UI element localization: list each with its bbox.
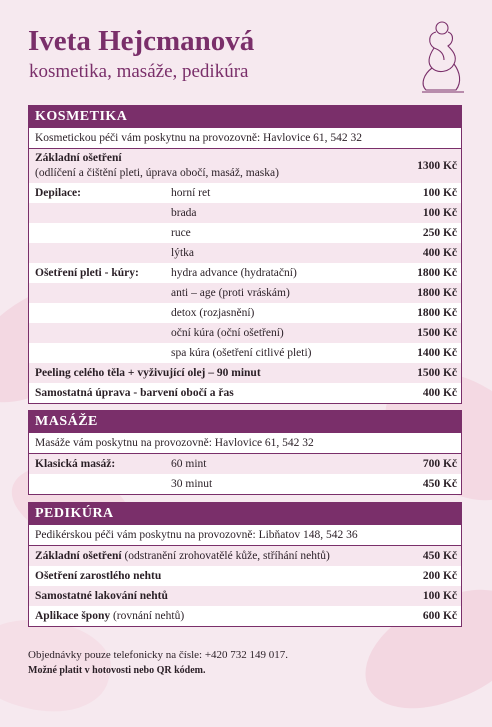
- service-row: [29, 566, 461, 586]
- service-name: brada: [171, 207, 197, 219]
- service-price: 450 Kč: [422, 478, 457, 490]
- service-row: [29, 323, 461, 343]
- service-row: [29, 243, 461, 263]
- kosmetika-section: [28, 105, 462, 404]
- service-name: Samostatná úprava - barvení obočí a řas: [35, 387, 234, 399]
- payment-note: Možné platit v hotovosti nebo QR kódem.: [28, 665, 206, 676]
- service-price: 700 Kč: [422, 458, 457, 470]
- group-label: Klasická masáž:: [35, 458, 116, 470]
- service-price: 600 Kč: [422, 610, 457, 622]
- service-row: [29, 149, 461, 183]
- service-price: 100 Kč: [422, 187, 457, 199]
- service-name: detox (rozjasnění): [171, 307, 255, 319]
- service-price: 200 Kč: [422, 570, 457, 582]
- service-price: 450 Kč: [422, 550, 457, 562]
- section-heading: PEDIKÚRA: [29, 503, 461, 525]
- service-name: Peeling celého těla + vyživující olej – 90 minut: [35, 367, 261, 379]
- group-label: Ošetření pleti - kúry:: [35, 267, 139, 279]
- service-detail: (odstranění zrohovatělé kůže, stříhání nehtů): [121, 550, 330, 562]
- page-header: [28, 24, 254, 84]
- service-name: Základní ošetření: [35, 550, 122, 562]
- service-name: 30 minut: [171, 478, 213, 490]
- section-heading: MASÁŽE: [29, 411, 461, 433]
- section-intro: Masáže vám poskytnu na provozovně: Havlovice 61, 542 32: [29, 433, 461, 454]
- service-row: [29, 474, 461, 494]
- service-name: Ošetření zarostlého nehtu: [35, 570, 162, 582]
- service-name: oční kúra (oční ošetření): [171, 327, 284, 339]
- service-name: horní ret: [171, 187, 211, 199]
- service-name: Základní ošetření: [35, 152, 122, 164]
- contact-note: Objednávky pouze telefonicky na čísle: +420 732 149 017.: [28, 649, 289, 661]
- service-price: 100 Kč: [422, 207, 457, 219]
- service-row: [29, 343, 461, 363]
- woman-silhouette-logo-icon: [414, 14, 470, 96]
- service-detail: (odlíčení a čištění pleti, úprava obočí, masáž, maska): [35, 167, 279, 179]
- service-row: [29, 223, 461, 243]
- service-name: hydra advance (hydratační): [171, 267, 297, 279]
- section-intro: Pedikérskou péči vám poskytnu na provozovně: Libňatov 148, 542 36: [29, 525, 461, 546]
- service-row: [29, 183, 461, 203]
- pedikura-section: [28, 502, 462, 627]
- service-price: 1800 Kč: [417, 307, 457, 319]
- service-row: [29, 363, 461, 383]
- service-price: 250 Kč: [422, 227, 457, 239]
- service-row: [29, 383, 461, 403]
- service-row: [29, 203, 461, 223]
- service-price: 1800 Kč: [417, 287, 457, 299]
- service-row: [29, 283, 461, 303]
- page-subtitle: kosmetika, masáže, pedikúra: [29, 61, 249, 82]
- section-heading: KOSMETIKA: [29, 106, 461, 128]
- service-name: Aplikace špony: [35, 610, 111, 622]
- service-name: spa kúra (ošetření citlivé pleti): [171, 347, 312, 359]
- service-price: 1400 Kč: [417, 347, 457, 359]
- group-label: Depilace:: [35, 187, 81, 199]
- service-price: 1300 Kč: [417, 160, 457, 172]
- page-title: Iveta Hejcmanová: [28, 25, 255, 57]
- service-row: [29, 606, 461, 626]
- service-row: [29, 546, 461, 566]
- page-footer: [28, 648, 288, 678]
- service-price: 400 Kč: [422, 387, 457, 399]
- service-name: lýtka: [171, 247, 194, 259]
- masaze-section: [28, 410, 462, 495]
- service-row: [29, 263, 461, 283]
- service-price: 1500 Kč: [417, 327, 457, 339]
- service-price: 1800 Kč: [417, 267, 457, 279]
- service-row: [29, 454, 461, 474]
- service-price: 100 Kč: [422, 590, 457, 602]
- service-row: [29, 303, 461, 323]
- service-name: Samostatné lakování nehtů: [35, 590, 168, 602]
- service-name: 60 mint: [171, 458, 207, 470]
- service-name: anti – age (proti vráskám): [171, 287, 290, 299]
- service-detail: (rovnání nehtů): [110, 610, 185, 622]
- section-intro: Kosmetickou péči vám poskytnu na provozovně: Havlovice 61, 542 32: [29, 128, 461, 149]
- service-price: 1500 Kč: [417, 367, 457, 379]
- service-name: ruce: [171, 227, 191, 239]
- service-price: 400 Kč: [422, 247, 457, 259]
- service-row: [29, 586, 461, 606]
